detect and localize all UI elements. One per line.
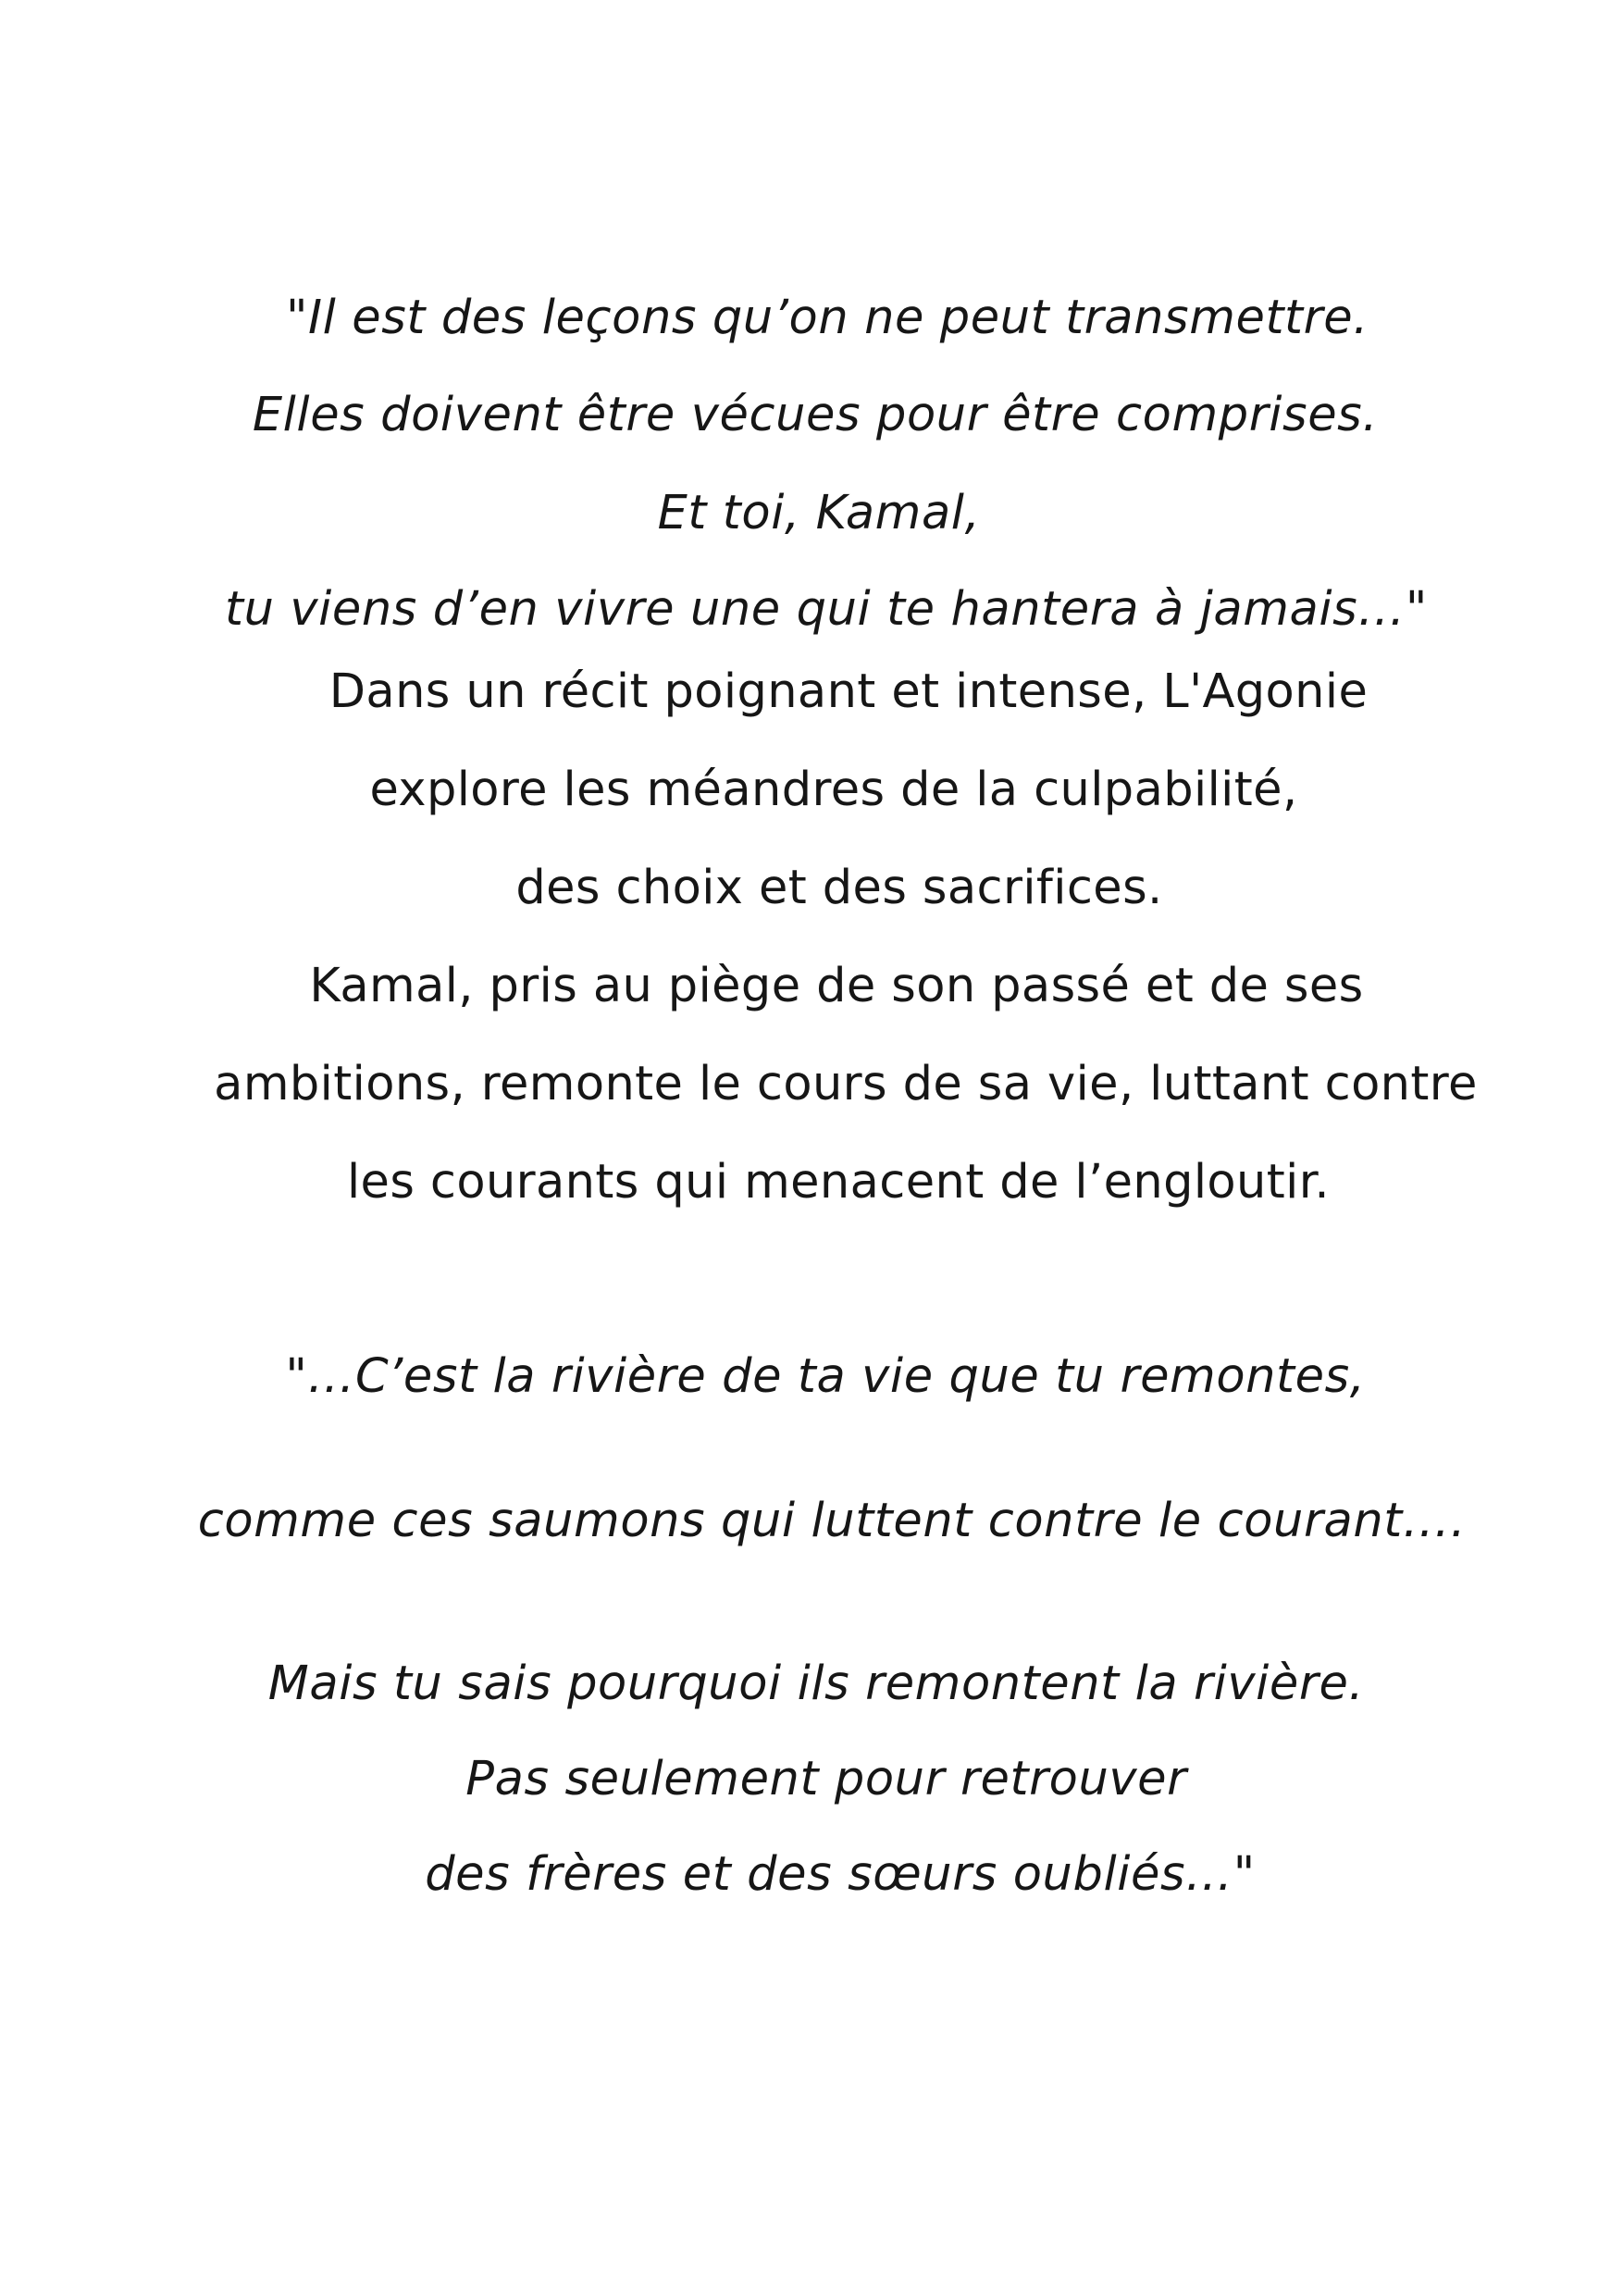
closing-quote-line: des frères et des sœurs oubliés…" (425, 1847, 1256, 1902)
summary-line: Dans un récit poignant et intense, L'Agonie (328, 664, 1369, 719)
closing-quote-line: Mais tu sais pourquoi ils remontent la rivière. (267, 1657, 1365, 1711)
summary-line: Kamal, pris au piège de son passé et de ses (309, 959, 1364, 1013)
summary-line: les courants qui menacent de l’engloutir. (346, 1155, 1331, 1210)
summary-line: explore les méandres de la culpabilité, (369, 763, 1298, 817)
summary-line: des choix et des sacrifices. (515, 861, 1163, 915)
opening-quote-line: Et toi, Kamal, (657, 486, 981, 540)
opening-quote-line: "Il est des leçons qu’on ne peut transmettre. (285, 291, 1369, 345)
closing-quote-line: Pas seulement pour retrouver (465, 1752, 1187, 1806)
closing-quote-line: "…C’est la rivière de ta vie que tu remontes, (285, 1349, 1366, 1404)
closing-quote-line: comme ces saumons qui luttent contre le courant…. (197, 1494, 1467, 1548)
opening-quote-line: Elles doivent être vécues pour être comprises. (252, 388, 1379, 442)
summary-line: ambitions, remonte le cours de sa vie, luttant contre (214, 1057, 1478, 1111)
opening-quote-line: tu viens d’en vivre une qui te hantera à jamais…" (225, 582, 1428, 637)
